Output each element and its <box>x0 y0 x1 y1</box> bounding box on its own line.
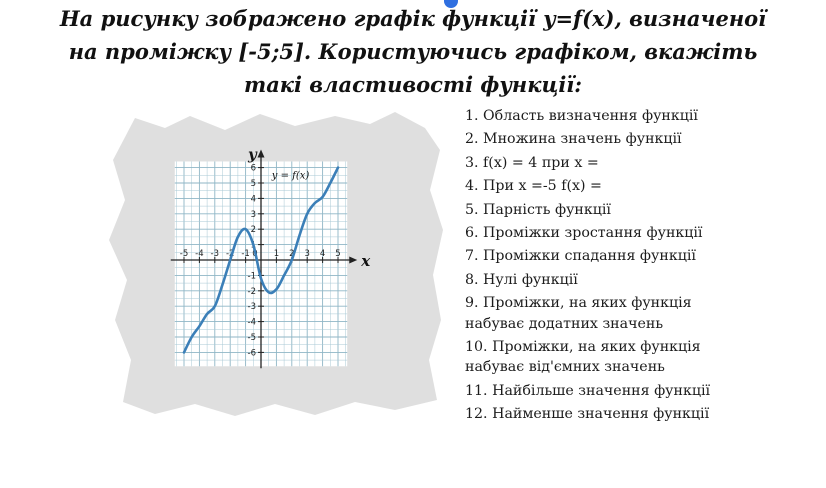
question-item <box>465 106 805 126</box>
question-text-continued: набуває додатних значень <box>465 315 664 332</box>
question-number: 9. <box>465 295 484 312</box>
question-text: При x =-5 f(x) = <box>483 178 602 195</box>
question-item <box>465 337 805 378</box>
x-tick-label: -5 <box>179 249 189 259</box>
question-item <box>465 153 805 173</box>
function-graph <box>95 110 445 420</box>
title-line-3: такі властивості функції: <box>243 72 583 97</box>
question-item <box>465 223 805 243</box>
question-number: 1. <box>465 108 484 124</box>
x-tick-label: 3 <box>304 249 310 259</box>
x-tick-label: -4 <box>195 249 204 259</box>
y-axis-label: y <box>248 145 257 164</box>
task-title <box>0 2 826 101</box>
x-tick-label: -3 <box>210 249 220 259</box>
question-item <box>465 176 805 196</box>
question-item <box>465 404 805 424</box>
question-number: 12. <box>465 406 493 423</box>
question-text: Множина значень функції <box>483 131 682 148</box>
title-line-2: на проміжку [-5;5]. Користуючись графіком, вкажіть <box>68 39 758 64</box>
y-tick-label: 6 <box>250 163 256 174</box>
question-item <box>465 246 805 266</box>
question-item <box>465 381 805 401</box>
y-tick-label: 4 <box>250 194 256 205</box>
y-tick-label: -6 <box>247 348 256 359</box>
question-text: Проміжки спадання функції <box>483 248 696 265</box>
question-text: Проміжки, на яких функція <box>492 339 701 356</box>
y-tick-label: 1 <box>250 240 256 251</box>
x-tick-label: 4 <box>319 249 326 259</box>
x-tick-label: 0 <box>252 249 258 259</box>
question-text: Нулі функції <box>483 271 578 288</box>
question-number: 3. <box>465 154 484 171</box>
x-tick-label: 1 <box>273 249 280 259</box>
question-item <box>465 270 805 290</box>
y-tick-label: 5 <box>250 179 256 189</box>
question-text: Область визначення функції <box>483 108 698 124</box>
x-tick-label: 5 <box>335 249 341 259</box>
question-item <box>465 293 805 334</box>
y-tick-label: 3 <box>250 209 256 220</box>
x-tick-label: -1 <box>241 249 250 259</box>
question-text: f(x) = 4 при x = <box>483 154 599 171</box>
y-tick-label: -2 <box>247 286 256 297</box>
question-number: 6. <box>465 225 484 242</box>
y-tick-label: -5 <box>247 333 256 343</box>
question-text: Найбільше значення функції <box>492 382 711 399</box>
y-tick-label: -1 <box>247 271 256 282</box>
y-tick-label: 2 <box>250 225 256 236</box>
question-number: 8. <box>465 271 484 288</box>
x-axis-label: x <box>361 252 371 270</box>
question-number: 7. <box>465 248 484 265</box>
question-text-continued: набуває від'ємних значень <box>465 359 665 376</box>
x-tick-label: 2 <box>289 249 295 259</box>
series-label: y = f(x) <box>271 170 310 182</box>
question-list <box>465 106 805 425</box>
y-tick-label: -4 <box>247 317 256 328</box>
question-text: Проміжки зростання функції <box>483 225 703 242</box>
question-number: 11. <box>465 382 493 399</box>
x-tick-label: -2 <box>225 249 235 259</box>
question-number: 4. <box>465 178 484 195</box>
title-line-1: На рисунку зображено графік функції y=f(x), визначеної <box>59 6 767 31</box>
question-text: Найменше значення функції <box>492 406 710 423</box>
question-text: Парність функції <box>483 201 611 218</box>
question-number: 10. <box>465 339 493 356</box>
question-number: 5. <box>465 201 484 218</box>
question-item <box>465 200 805 220</box>
y-tick-label: -3 <box>247 302 256 313</box>
question-item <box>465 129 805 149</box>
question-number: 2. <box>465 131 484 148</box>
question-text: Проміжки, на яких функція <box>483 295 692 312</box>
